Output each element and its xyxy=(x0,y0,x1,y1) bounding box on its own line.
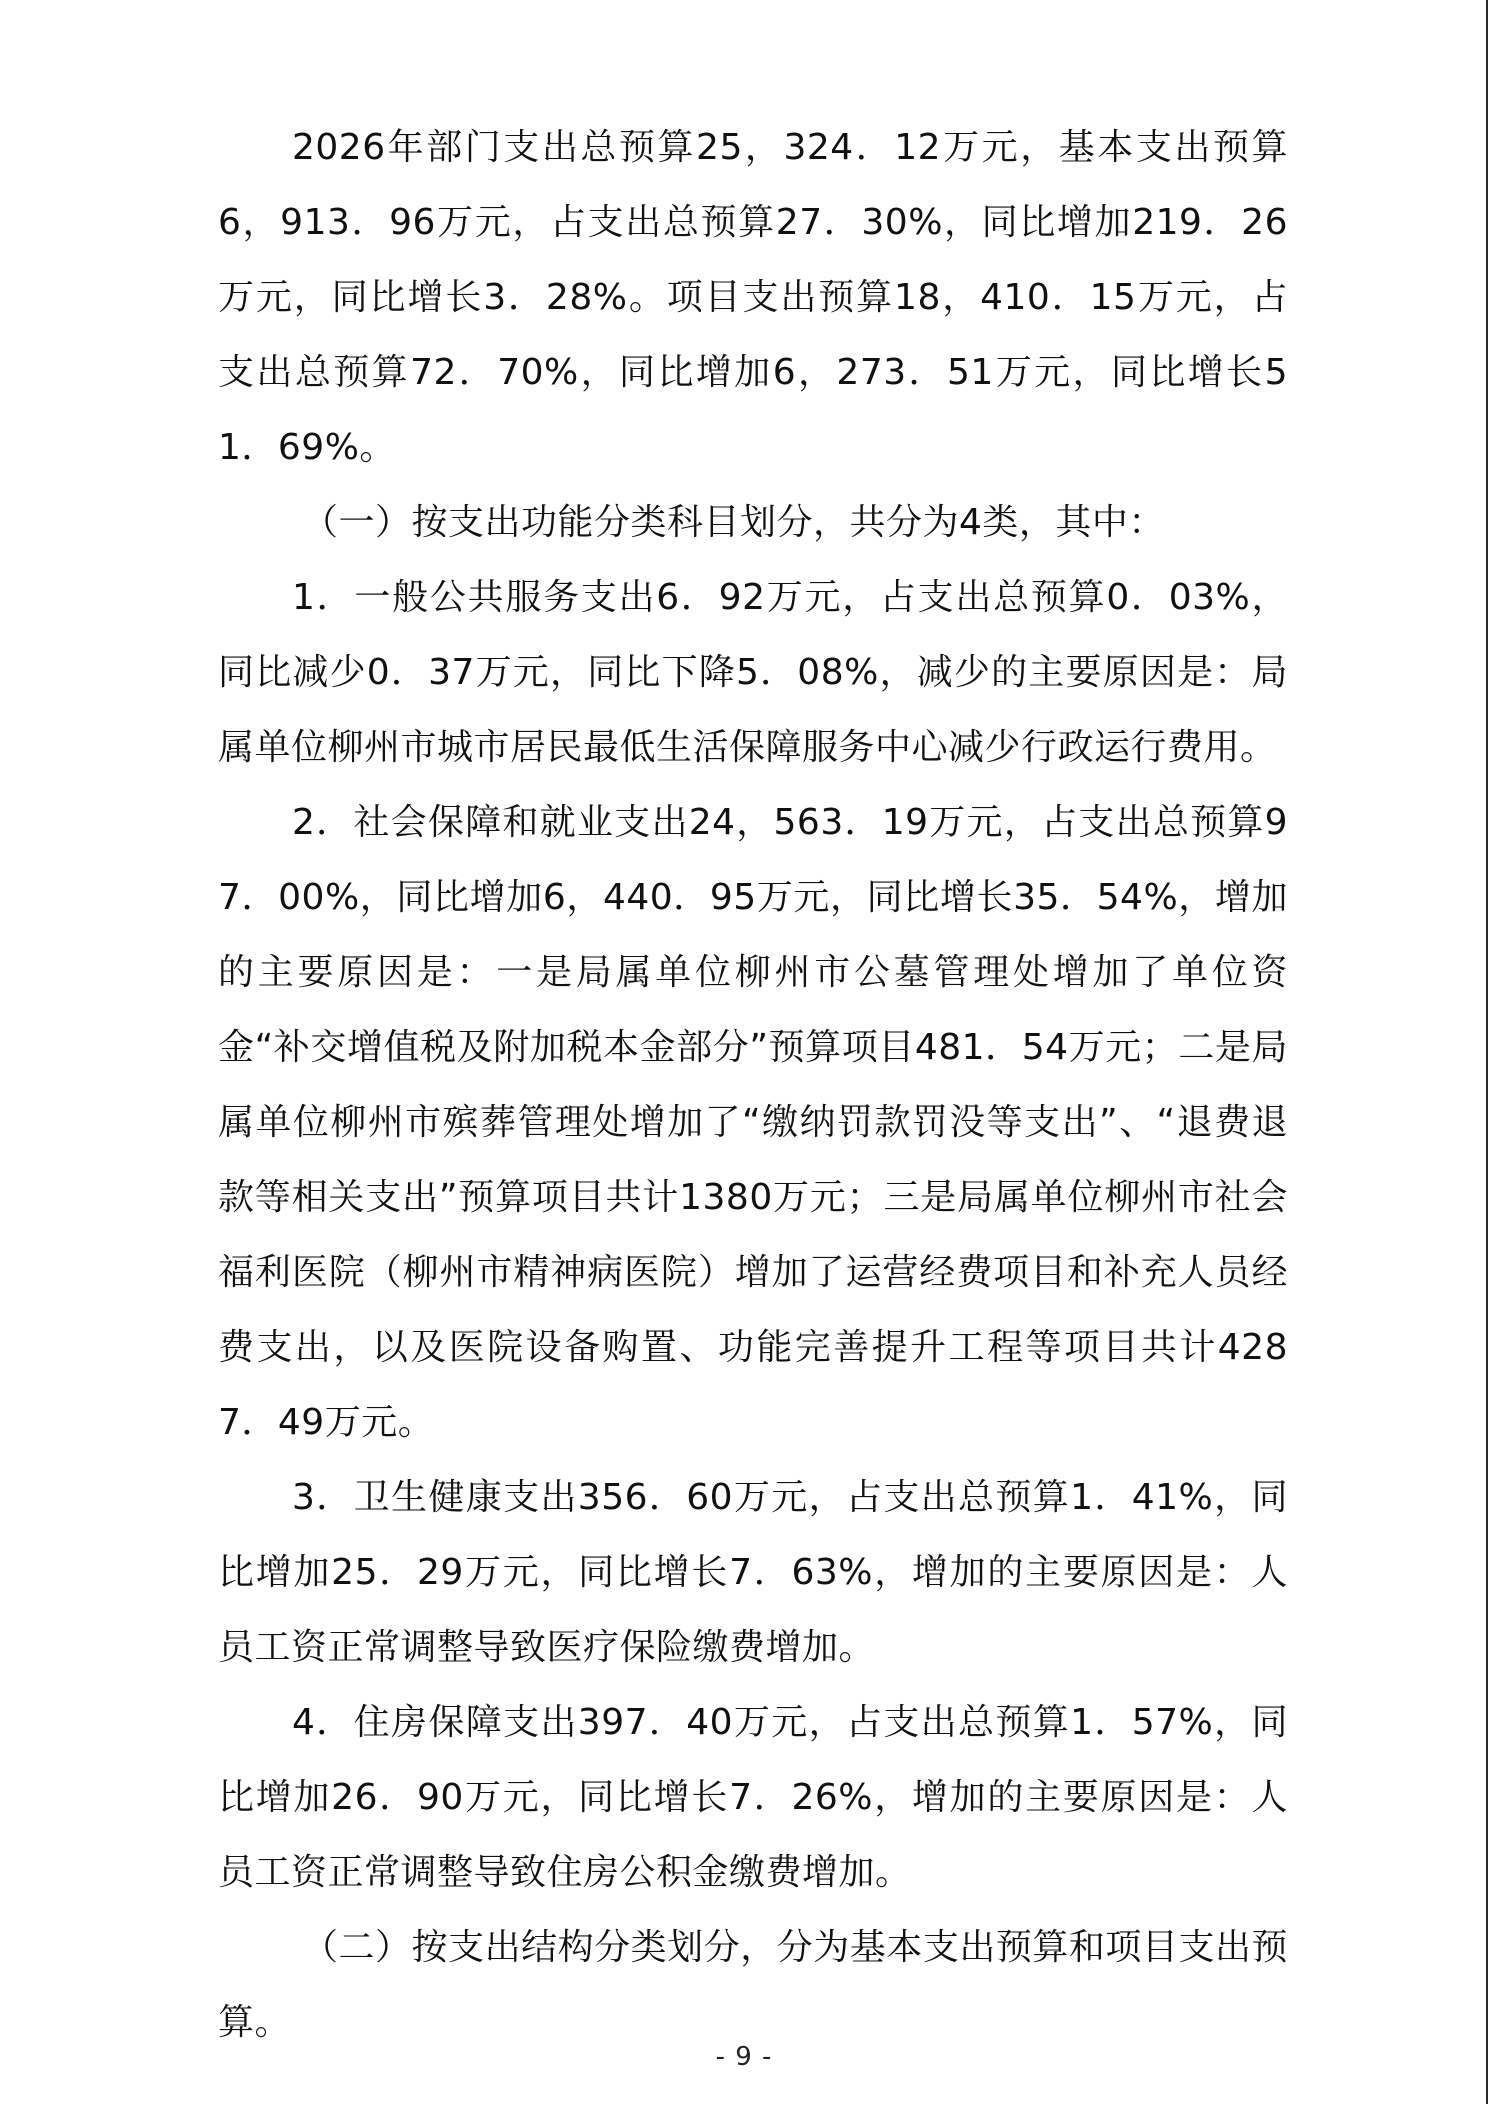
section-heading-structure-classification: （二）按支出结构分类划分，分为基本支出预算和项目支出预算。 xyxy=(218,1927,1288,2043)
section-heading-functional-classification: （一）按支出功能分类科目划分，共分为4类，其中： xyxy=(302,502,1165,543)
paragraph-health: 3．卫生健康支出356．60万元，占支出总预算1．41%，同比增加25．29万元，同比增长7．63%，增加的主要原因是：人员工资正常调整导致医疗保险缴费增加。 xyxy=(218,1477,1288,1668)
document-body xyxy=(218,110,1288,2060)
paragraph-social-security-employment: 2．社会保障和就业支出24，563．19万元，占支出总预算97．00%，同比增加6，440．95万元，同比增长35．54%，增加的主要原因是：一是局属单位柳州市公墓管理处增加了单位资金“补交增值税及附加税本金部分”预算项目481．54万元；二是局属单位柳州市殡葬管理处增加了“缴纳罚款罚没等支出”、“退费退款等相关支出”预算项目共计1380万元；三是局属单位柳州市社会福利医院（柳州市精神病医院）增加了运营经费项目和补充人员经费支出，以及医院设备购置、功能完善提升工程等项目共计4287．49万元。 xyxy=(218,802,1288,1443)
page-number: - 9 - xyxy=(715,2042,773,2072)
paragraph-housing: 4．住房保障支出397．40万元，占支出总预算1．57%，同比增加26．90万元，同比增长7．26%，增加的主要原因是：人员工资正常调整导致住房公积金缴费增加。 xyxy=(218,1702,1288,1893)
paragraph-budget-summary: 2026年部门支出总预算25，324．12万元，基本支出预算6，913．96万元，占支出总预算27．30%，同比增加219．26万元，同比增长3．28%。项目支出预算18，410．15万元，占支出总预算72．70%，同比增加6，273．51万元，同比增长51．69%。 xyxy=(218,127,1288,468)
paragraph-general-public-services: 1．一般公共服务支出6．92万元，占支出总预算0．03%，同比减少0．37万元，同比下降5．08%，减少的主要原因是：局属单位柳州市城市居民最低生活保障服务中心减少行政运行费用。 xyxy=(218,577,1288,768)
